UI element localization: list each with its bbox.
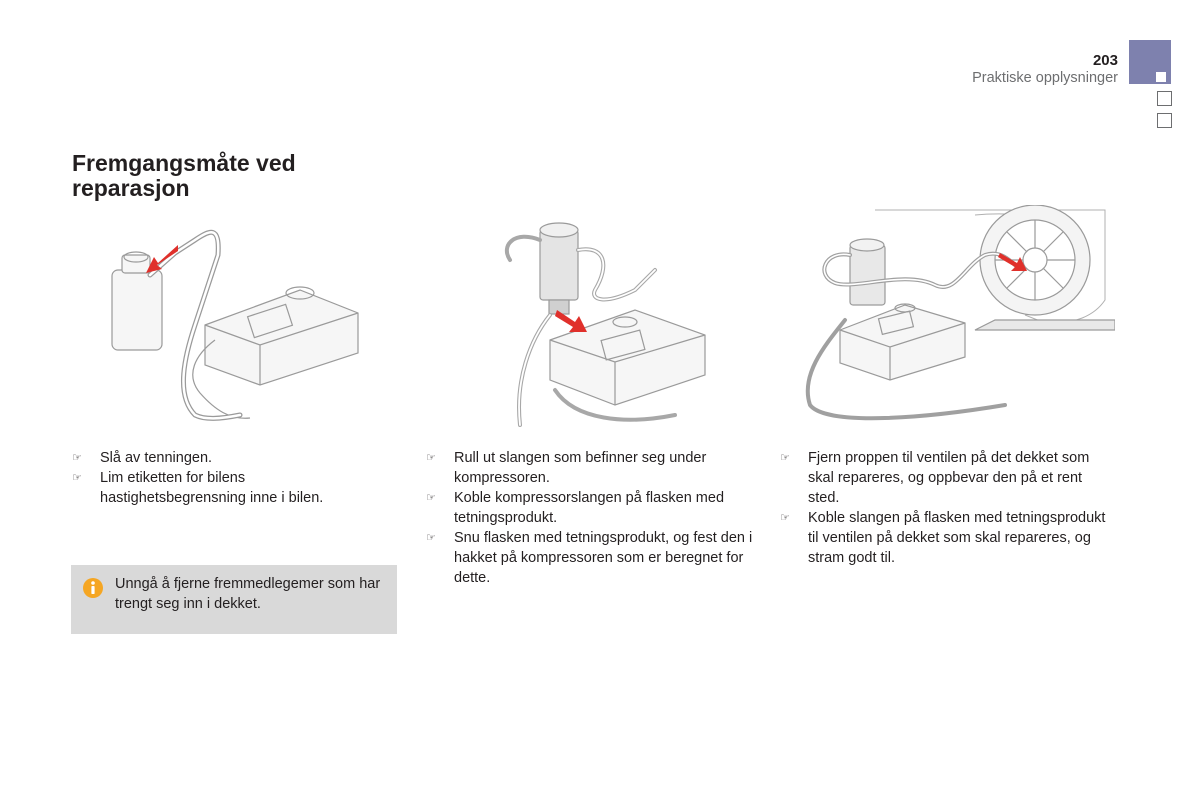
info-text: Unngå å fjerne fremmedlegemer som har trengt seg inn i dekket. <box>115 576 381 612</box>
step-text: Koble kompressorslangen på flasken med tetningsprodukt. <box>454 490 725 526</box>
compressor-bottle-illustration <box>100 215 370 430</box>
pointing-hand-icon: ☞ <box>426 452 436 464</box>
chapter-tab-active <box>1129 40 1171 84</box>
info-icon <box>83 578 103 598</box>
step-text: Rull ut slangen som befinner seg under kompressoren. <box>454 450 707 486</box>
pointing-hand-icon: ☞ <box>426 492 436 504</box>
chapter-tab-box <box>1157 113 1172 128</box>
step-list-2 <box>426 448 756 588</box>
red-arrow-icon <box>146 245 178 273</box>
red-arrow-icon <box>555 310 587 332</box>
pointing-hand-icon: ☞ <box>780 512 790 524</box>
list-item <box>780 508 1110 568</box>
list-item <box>426 528 756 588</box>
step-text: Snu flasken med tetningsprodukt, og fest den i hakket på kompressoren som er beregnet for dette. <box>454 530 753 586</box>
pointing-hand-icon: ☞ <box>72 472 82 484</box>
list-item <box>72 468 372 508</box>
step-text: Fjern proppen til ventilen på det dekket som skal repareres, og oppbevar den på et rent sted. <box>808 450 1090 506</box>
list-item <box>780 448 1110 508</box>
pointing-hand-icon: ☞ <box>780 452 790 464</box>
pointing-hand-icon: ☞ <box>72 452 82 464</box>
bottle-on-compressor-illustration <box>495 210 720 430</box>
step-list-3 <box>780 448 1110 568</box>
step-text: Koble slangen på flasken med tetningsprodukt til ventilen på dekket som skal repareres, og stram godt til. <box>808 510 1106 566</box>
chapter-tab-marks <box>1129 40 1171 128</box>
list-item <box>426 448 756 488</box>
tyre-valve-connection-illustration <box>795 205 1115 430</box>
page-number: 203 <box>1092 52 1118 69</box>
pointing-hand-icon: ☞ <box>426 532 436 544</box>
list-item <box>72 448 372 468</box>
section-name: Praktiske opplysninger <box>972 70 1118 86</box>
step-text: Slå av tenningen. <box>100 450 213 466</box>
page-title: Fremgangsmåte ved reparasjon <box>72 150 296 201</box>
step-text: Lim etiketten for bilens hastighetsbegrensning inne i bilen. <box>100 470 324 506</box>
list-item <box>426 488 756 528</box>
info-note <box>71 565 397 634</box>
chapter-tab-box <box>1157 91 1172 106</box>
step-list-1 <box>72 448 372 508</box>
